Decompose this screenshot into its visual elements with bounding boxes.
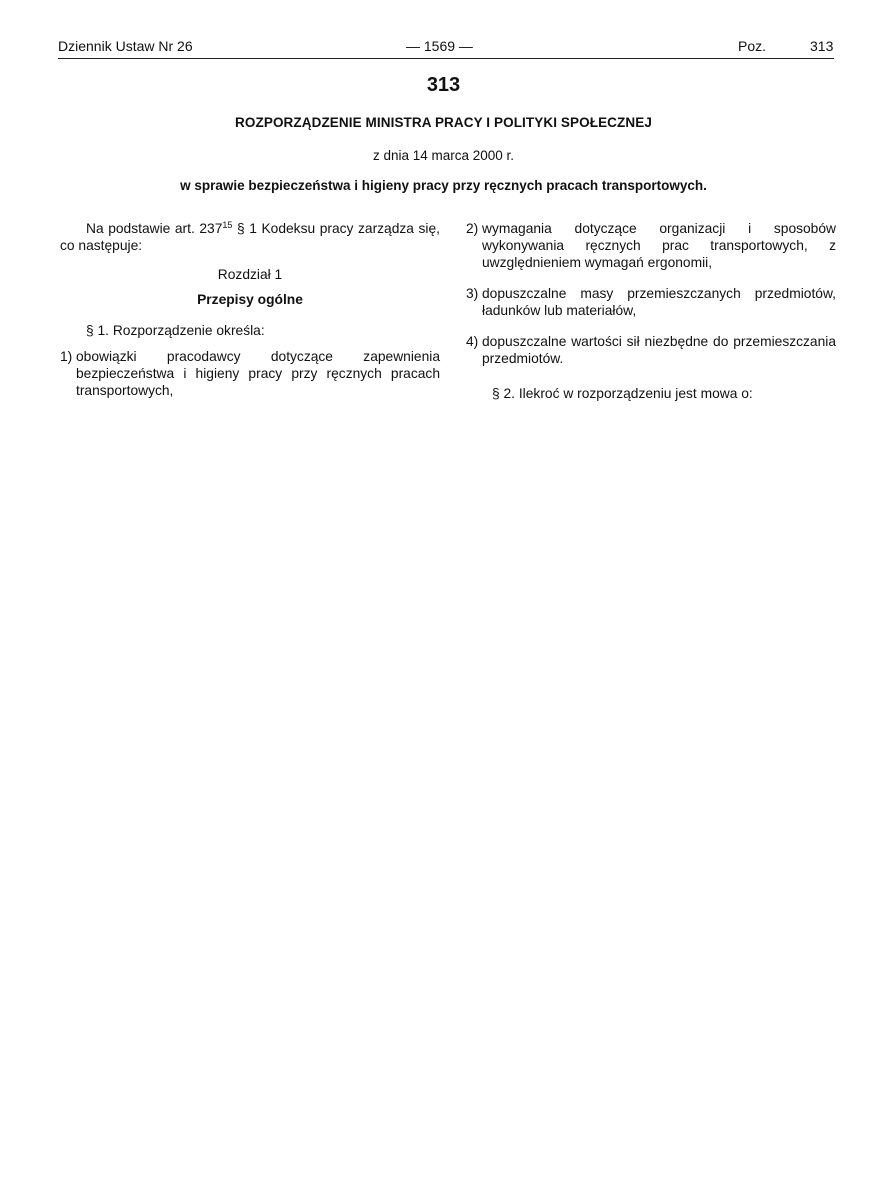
section-2-intro: § 2. Ilekroć w rozporządzeniu jest mowa o: (492, 386, 753, 401)
right-column (466, 220, 836, 414)
list-item (466, 333, 836, 367)
act-number: 313 (426, 74, 461, 96)
list-item (466, 220, 836, 271)
list-item-marker: 3) (466, 286, 479, 301)
journal-name: Dziennik Ustaw Nr 26 (58, 38, 193, 54)
legal-basis-superscript: 15 (222, 220, 233, 230)
list-item-text: dopuszczalne masy przemieszczanych przedmiotów, ładunków lub materiałów, (482, 286, 836, 318)
chapter-heading: Rozdział 1 (217, 267, 283, 282)
page-number: — 1569 — (406, 38, 473, 54)
list-item-text: dopuszczalne wartości sił niezbędne do przemieszczania przedmiotów. (482, 334, 836, 366)
position-reference (738, 38, 834, 54)
list-item (466, 285, 836, 319)
position-label: Poz. (738, 38, 767, 54)
legal-basis-pre: Na podstawie art. 237 (86, 221, 223, 236)
list-item-text: obowiązki pracodawcy dotyczące zapewnienia bezpieczeństwa i higieny pracy przy ręcznych pracach transportowych, (76, 349, 440, 398)
act-title: ROZPORZĄDZENIE MINISTRA PRACY I POLITYKI SPOŁECZNEJ (235, 115, 652, 130)
list-item (60, 348, 440, 399)
legal-basis (60, 220, 440, 254)
act-subject: w sprawie bezpieczeństwa i higieny pracy przy ręcznych pracach transportowych. (180, 178, 707, 193)
list-item-marker: 2) (466, 221, 479, 236)
list-item-text: wymagania dotyczące organizacji i sposobów wykonywania ręcznych prac transportowych, z uwzględnieniem wymagań ergonomii, (482, 221, 836, 270)
left-column (60, 220, 440, 413)
list-item-marker: 4) (466, 334, 479, 349)
running-header (58, 36, 834, 59)
legal-basis-post: § 1 Kodeksu pracy zarządza się, co następuje: (60, 221, 441, 253)
chapter-title: Przepisy ogólne (197, 292, 303, 307)
position-number: 313 (810, 38, 834, 54)
list-item-marker: 1) (60, 349, 73, 364)
act-date: z dnia 14 marca 2000 r. (372, 148, 515, 163)
section-1-intro: § 1. Rozporządzenie określa: (86, 323, 265, 338)
